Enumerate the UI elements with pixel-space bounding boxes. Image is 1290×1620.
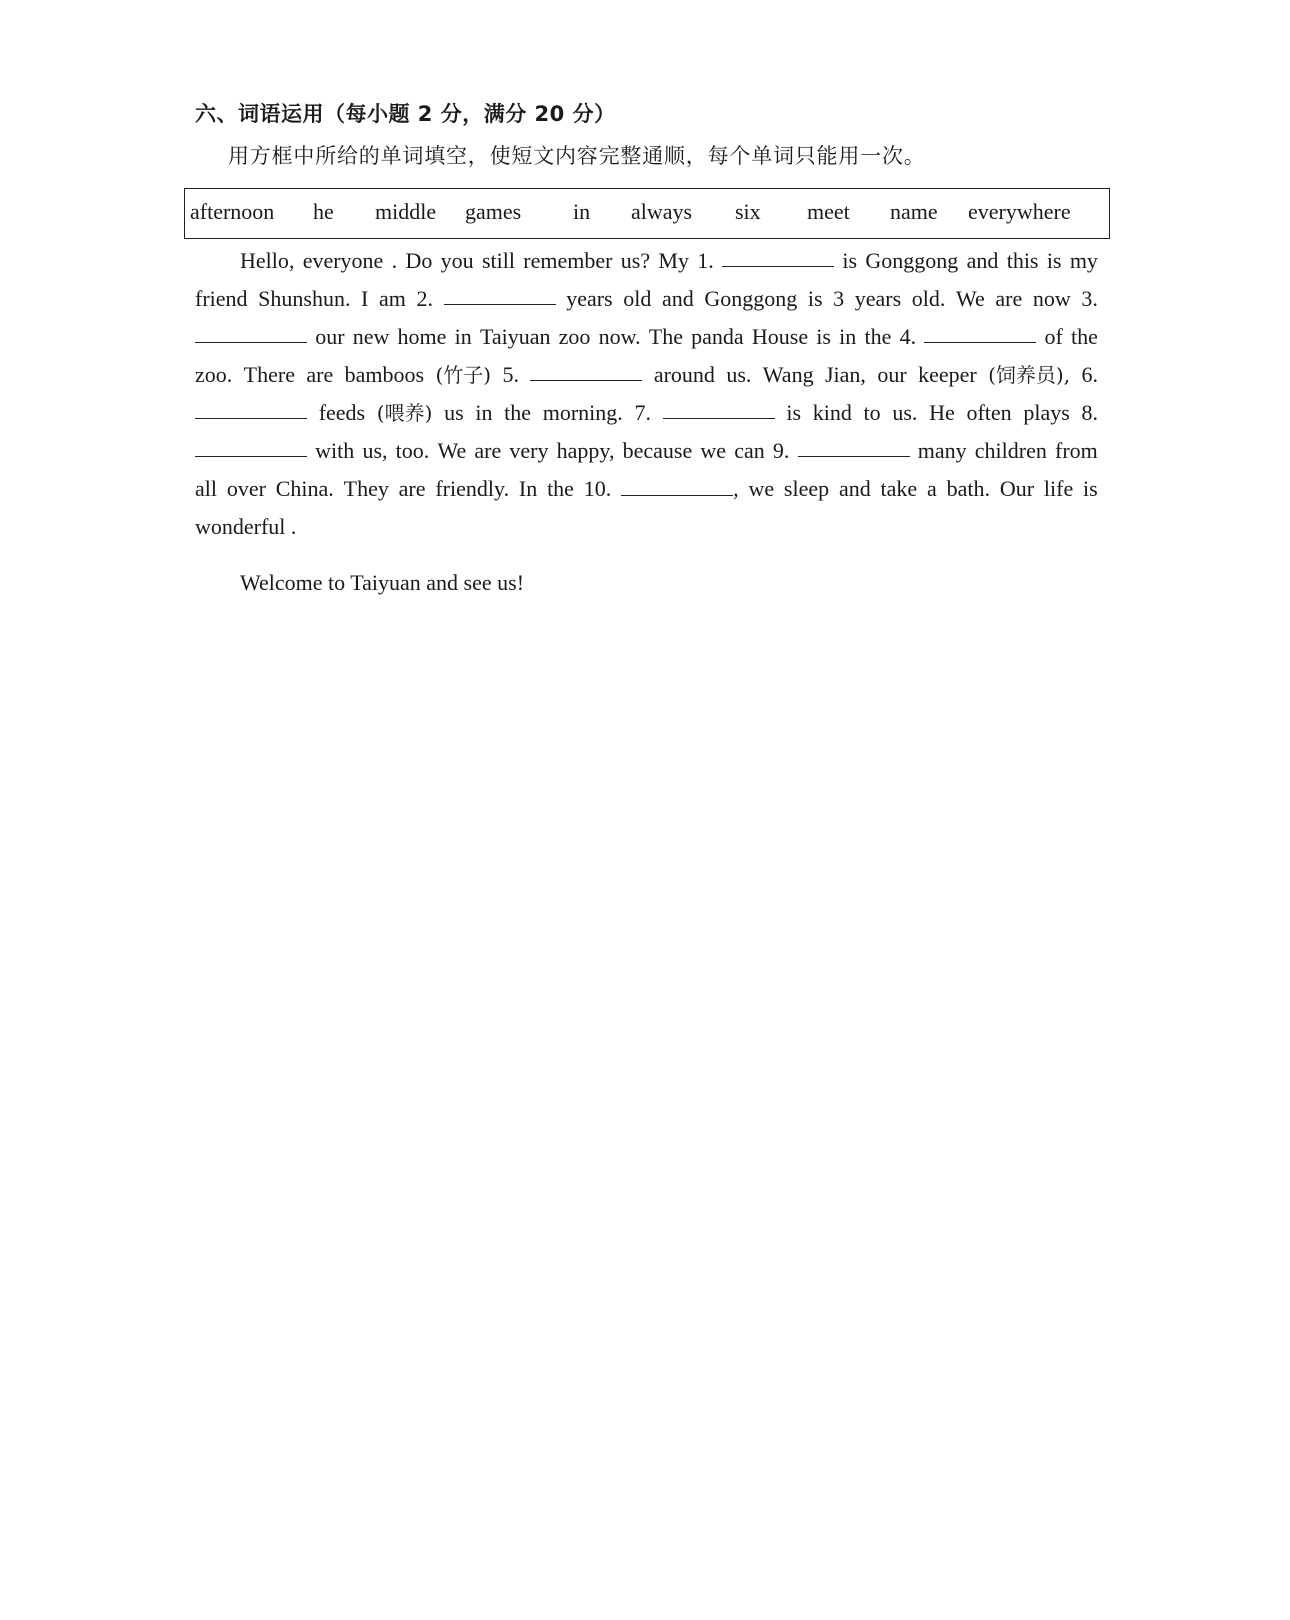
passage-text: zoo.: [195, 362, 233, 387]
passage-text: years: [566, 286, 613, 311]
passage-text: are: [306, 362, 334, 387]
word-bank-item: always: [631, 199, 693, 224]
passage-text: plays: [1023, 400, 1070, 425]
passage-text: is: [842, 248, 858, 273]
passage-text: friend: [195, 286, 248, 311]
passage-line: [240, 246, 1098, 276]
passage-text: is: [1046, 248, 1062, 273]
passage-text: in: [475, 400, 493, 425]
passage-line: [195, 398, 1098, 428]
passage-text: Gonggong: [704, 286, 798, 311]
passage-text: ,: [733, 476, 739, 501]
passage-text: They: [343, 476, 389, 501]
passage-text: wonderful .: [195, 514, 297, 539]
passage-text: We: [956, 286, 985, 311]
passage-text: the: [547, 476, 574, 501]
blank-9[interactable]: [798, 436, 910, 457]
blank-6[interactable]: [195, 398, 307, 419]
passage-text: feeds: [318, 400, 366, 425]
passage-text: all: [195, 476, 217, 501]
passage-text: the: [504, 400, 532, 425]
passage-text: from: [1055, 438, 1098, 463]
passage-text: In: [518, 476, 538, 501]
passage-text: our: [315, 324, 345, 349]
closing-line: Welcome to Taiyuan and see us!: [240, 570, 525, 595]
passage-text: There: [243, 362, 295, 387]
passage-line: [195, 474, 1098, 504]
passage-text: everyone: [302, 248, 384, 273]
passage-text: Shunshun.: [258, 286, 351, 311]
blank-1[interactable]: [722, 246, 834, 267]
passage-text: 1.: [697, 248, 714, 273]
passage-text: Taiyuan: [479, 324, 551, 349]
passage-text: this: [1006, 248, 1039, 273]
passage-text: 9.: [772, 438, 790, 463]
passage-text: kind: [812, 400, 852, 425]
passage-text: and: [966, 248, 999, 273]
passage-text: still: [481, 248, 515, 273]
passage-text: 8.: [1081, 400, 1098, 425]
passage-text: 2.: [416, 286, 433, 311]
passage-text: (竹子): [435, 363, 492, 387]
passage-text: with: [315, 438, 355, 463]
passage-text: of: [1044, 324, 1063, 349]
passage-text: often: [966, 400, 1012, 425]
passage-text: us.: [892, 400, 918, 425]
passage-text: us?: [620, 248, 651, 273]
passage-text: now.: [598, 324, 641, 349]
passage-text: He: [929, 400, 955, 425]
passage-text: we: [748, 476, 775, 501]
section-heading: 六、词语运用（每小题 2 分，满分 20 分）: [195, 102, 616, 126]
passage-text: (饲养员),: [988, 363, 1071, 387]
passage-text: Our: [999, 476, 1035, 501]
passage-text: very: [509, 438, 549, 463]
passage-text: to: [863, 400, 881, 425]
passage-text: China.: [275, 476, 334, 501]
passage-text: us.: [726, 362, 752, 387]
blank-2[interactable]: [444, 284, 556, 305]
passage-text: friendly.: [435, 476, 510, 501]
passage-text: can: [734, 438, 765, 463]
passage-text: am: [378, 286, 406, 311]
passage-text: keeper: [918, 362, 977, 387]
passage-text: remember: [523, 248, 613, 273]
passage-text: 6.: [1081, 362, 1098, 387]
passage-text: morning.: [542, 400, 623, 425]
word-bank-item: in: [573, 199, 591, 224]
passage-text: and: [838, 476, 871, 501]
passage-text: zoo: [558, 324, 591, 349]
blank-4[interactable]: [924, 322, 1036, 343]
passage-text: and: [661, 286, 694, 311]
passage-text: My: [658, 248, 689, 273]
passage-text: are: [474, 438, 502, 463]
passage-text: 3: [833, 286, 845, 311]
passage-text: is: [807, 286, 823, 311]
passage-text: old.: [911, 286, 946, 311]
passage-text: bamboos: [344, 362, 425, 387]
blank-5[interactable]: [530, 360, 642, 381]
passage-text: Jian,: [824, 362, 866, 387]
passage-text: Hello,: [240, 248, 295, 273]
passage-text: in: [454, 324, 472, 349]
passage-text: many: [917, 438, 967, 463]
passage-text: sleep: [783, 476, 830, 501]
passage-text: a: [927, 476, 937, 501]
passage-text: 10.: [583, 476, 612, 501]
passage-text: my: [1069, 248, 1098, 273]
passage-text: 4.: [899, 324, 917, 349]
passage-text: is: [786, 400, 802, 425]
passage-text: old: [623, 286, 652, 311]
passage-line: [195, 284, 1098, 314]
passage-text: The: [648, 324, 683, 349]
word-bank-item: meet: [807, 199, 850, 224]
word-bank-item: middle: [375, 199, 437, 224]
passage-text: children: [974, 438, 1047, 463]
blank-10[interactable]: [621, 475, 733, 496]
passage-text: our: [877, 362, 907, 387]
passage-text: us: [444, 400, 464, 425]
passage-text: (喂养): [376, 401, 433, 425]
passage-text: us,: [362, 438, 388, 463]
passage-text: over: [226, 476, 266, 501]
passage-text: in: [839, 324, 857, 349]
passage-text: the: [864, 324, 892, 349]
passage-text: 3.: [1081, 286, 1098, 311]
passage-text: life: [1043, 476, 1074, 501]
passage-line: [195, 436, 1098, 466]
passage-text: are: [995, 286, 1023, 311]
passage-text: .: [391, 248, 398, 273]
blank-7[interactable]: [663, 398, 775, 419]
passage-text: years: [854, 286, 902, 311]
passage-text: Wang: [762, 362, 814, 387]
section-instruction: 用方框中所给的单词填空，使短文内容完整通顺，每个单词只能用一次。: [228, 144, 926, 168]
word-bank-item: he: [313, 199, 334, 224]
passage-text: because: [622, 438, 693, 463]
passage-text: panda: [691, 324, 744, 349]
passage-text: you: [440, 248, 474, 273]
word-bank-item: afternoon: [190, 199, 275, 224]
word-bank-item: games: [465, 199, 522, 224]
passage-text: is: [1083, 476, 1098, 501]
word-bank-item: name: [890, 199, 938, 224]
passage-text: bath.: [946, 476, 991, 501]
passage-text: home: [397, 324, 447, 349]
passage-text: 7.: [634, 400, 651, 425]
word-bank-item: six: [735, 199, 761, 224]
passage-line: [195, 512, 1098, 542]
passage-text: are: [398, 476, 426, 501]
passage-text: take: [880, 476, 918, 501]
blank-3[interactable]: [195, 322, 307, 343]
passage-text: House: [751, 324, 809, 349]
passage-text: too.: [395, 438, 430, 463]
passage-text: Do: [405, 248, 433, 273]
passage-text: I: [361, 286, 369, 311]
passage-text: new: [352, 324, 390, 349]
passage-text: happy,: [556, 438, 615, 463]
word-bank-box: [184, 188, 1110, 239]
passage-line: [195, 322, 1098, 352]
word-bank-item: everywhere: [968, 199, 1071, 224]
blank-8[interactable]: [195, 436, 307, 457]
passage-text: We: [437, 438, 467, 463]
passage-text: 5.: [502, 362, 520, 387]
passage-line: [195, 360, 1098, 390]
passage-text: now: [1032, 286, 1071, 311]
passage-text: around: [653, 362, 715, 387]
passage-text: Gonggong: [865, 248, 959, 273]
passage-text: is: [816, 324, 831, 349]
passage-text: we: [700, 438, 727, 463]
passage-text: the: [1070, 324, 1098, 349]
